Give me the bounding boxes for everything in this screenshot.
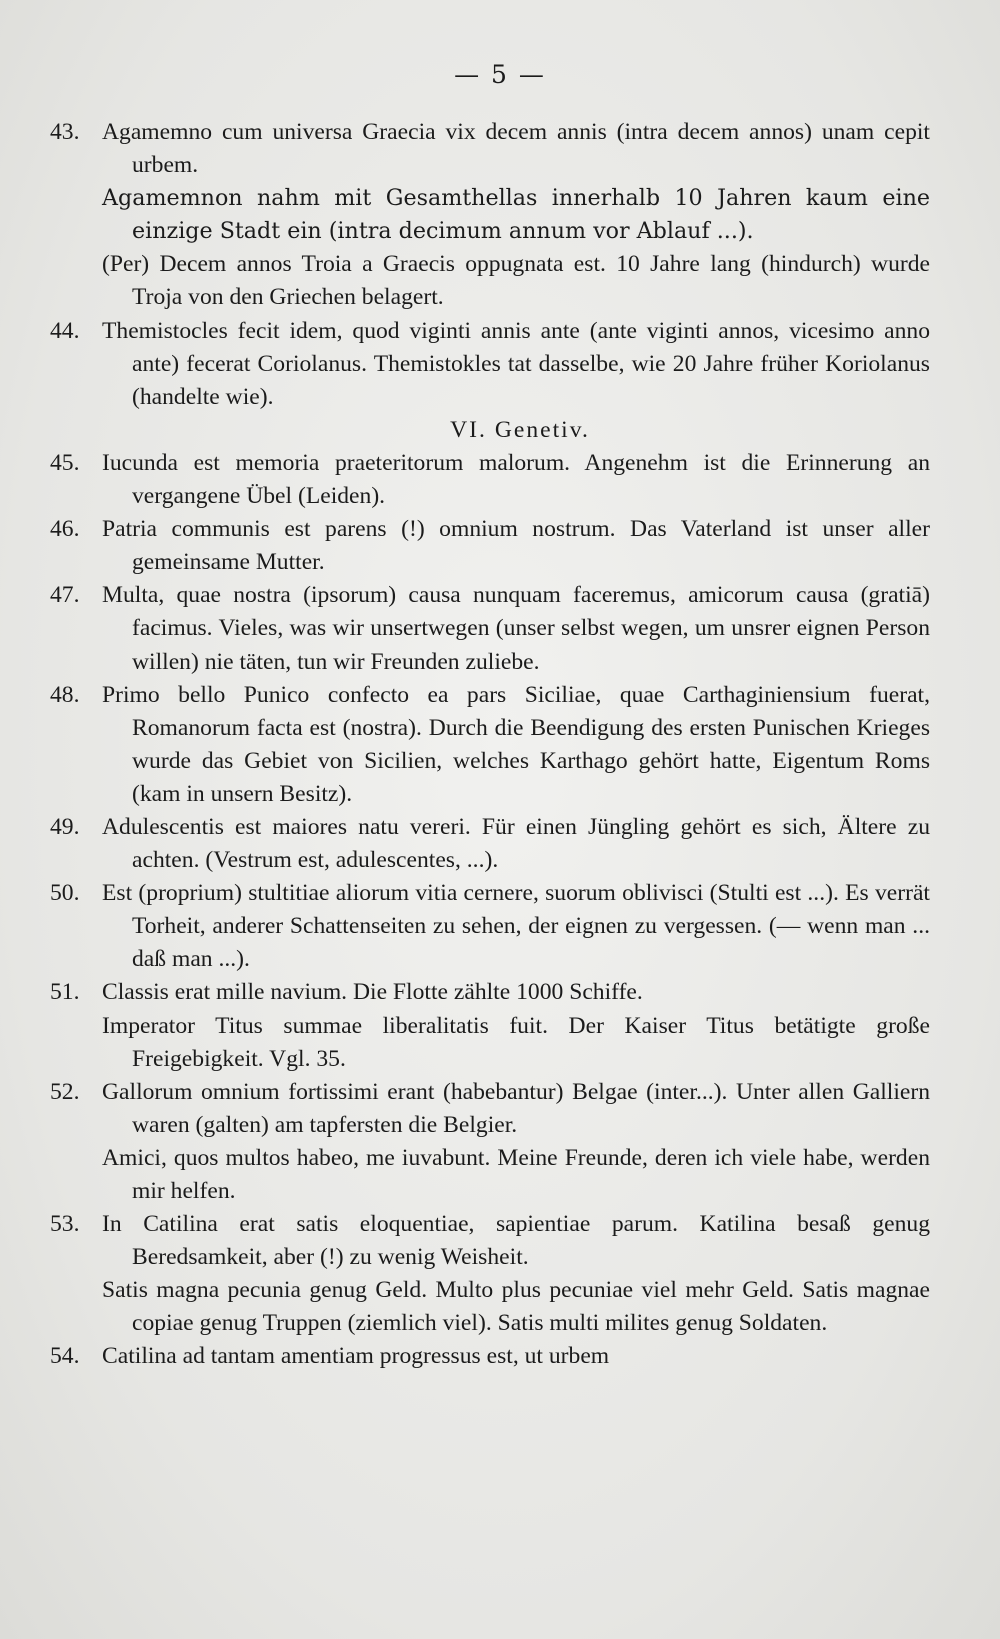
- entry-line: Multa, quae nostra (ipsorum) causa nunquam faceremus, amicorum causa (gratiā) facimus. Vieles, was wir unsertwegen (unser selbst wegen, um unsrer eignen Person willen) nie täten, tun wir Freunden zuliebe.: [102, 582, 930, 675]
- entry-line: Satis magna pecunia genug Geld. Multo plus pecuniae viel mehr Geld. Satis magnae copiae genug Truppen (ziemlich viel). Satis multi milites genug Soldaten.: [102, 1277, 930, 1337]
- entry-number: 51.: [50, 979, 80, 1006]
- entry-line: Agamemno cum universa Graecia vix decem annis (intra decem annos) unam cepit urbem.: [102, 119, 930, 179]
- entry-number: 45.: [50, 449, 80, 476]
- entry-54: [50, 1340, 930, 1373]
- page-number: — 5 —: [454, 60, 546, 89]
- section-heading: VI. Genetiv.: [450, 416, 590, 443]
- entry-number: 43.: [50, 119, 80, 145]
- entry-number: 53.: [50, 1211, 80, 1238]
- entry-48: [50, 679, 930, 811]
- entry-line: Catilina ad tantam amentiam progressus est, ut urbem: [102, 1343, 610, 1370]
- entry-line: Imperator Titus summae liberalitatis fuit. Der Kaiser Titus betätigte große Freigebigkeit. Vgl. 35.: [102, 1012, 930, 1072]
- entry-line: Agamemnon nahm mit Gesamthellas innerhalb 10 Jahren kaum eine einzige Stadt ein (intra decimum annum vor Ablauf ...).: [102, 185, 930, 245]
- entry-51: [50, 976, 930, 1075]
- entry-44: [50, 315, 930, 414]
- entry-line: In Catilina erat satis eloquentiae, sapientiae parum. Katilina besaß genug Beredsamkeit, aber (!) zu wenig Weisheit.: [102, 1211, 930, 1271]
- entry-45: [50, 447, 930, 513]
- entry-43: [50, 116, 930, 315]
- entry-line: Patria communis est parens (!) omnium nostrum. Das Vaterland ist unser aller gemeinsame Mutter.: [102, 516, 930, 576]
- entry-52: [50, 1076, 930, 1208]
- entry-line: (Per) Decem annos Troia a Graecis oppugnata est. 10 Jahre lang (hindurch) wurde Troja von den Griechen belagert.: [102, 251, 930, 311]
- entry-number: 49.: [50, 813, 80, 840]
- text-body: [50, 116, 930, 1374]
- entry-number: 48.: [50, 681, 80, 708]
- entry-53: [50, 1208, 930, 1340]
- entry-line: Adulescentis est maiores natu vereri. Für einen Jüngling gehört es sich, Ältere zu achten. (Vestrum est, adulescentes, ...).: [102, 813, 930, 874]
- entry-line: Primo bello Punico confecto ea pars Siciliae, quae Carthaginiensium fuerat, Romanorum facta est (nostra). Durch die Beendigung des ersten Punischen Krieges wurde das Gebiet von Sicilien, welches Karthago gehört hatte, Eigentum Roms (kam in unsern Besitz).: [102, 681, 930, 807]
- entry-number: 44.: [50, 317, 80, 344]
- entry-line: Gallorum omnium fortissimi erant (habebantur) Belgae (inter...). Unter allen Galliern waren (galten) am tapfersten die Belgier.: [102, 1078, 930, 1138]
- entry-number: 46.: [50, 516, 80, 543]
- entry-49: [50, 811, 930, 877]
- entry-line: Classis erat mille navium. Die Flotte zählte 1000 Schiffe.: [102, 979, 643, 1006]
- entry-number: 47.: [50, 582, 80, 609]
- entry-46: [50, 513, 930, 579]
- entry-47: [50, 579, 930, 678]
- entry-line: Amici, quos multos habeo, me iuvabunt. Meine Freunde, deren ich viele habe, werden mir helfen.: [102, 1144, 930, 1204]
- entry-line: Est (proprium) stultitiae aliorum vitia cernere, suorum oblivisci (Stulti est ...). Es verrät Torheit, anderer Schattenseiten zu sehen, der eignen zu vergessen. (— wenn man ... daß man ...).: [102, 880, 930, 973]
- entry-line: Iucunda est memoria praeteritorum malorum. Angenehm ist die Erinnerung an vergangene Übel (Leiden).: [102, 449, 930, 510]
- entry-number: 52.: [50, 1078, 80, 1105]
- entry-number: 50.: [50, 880, 80, 907]
- entry-line: Themistocles fecit idem, quod viginti annis ante (ante viginti annos, vicesimo anno ante) fecerat Coriolanus. Themistokles tat dasselbe, wie 20 Jahre früher Koriolanus (handelte wie).: [102, 317, 930, 410]
- entry-number: 54.: [50, 1343, 80, 1370]
- entry-50: [50, 877, 930, 976]
